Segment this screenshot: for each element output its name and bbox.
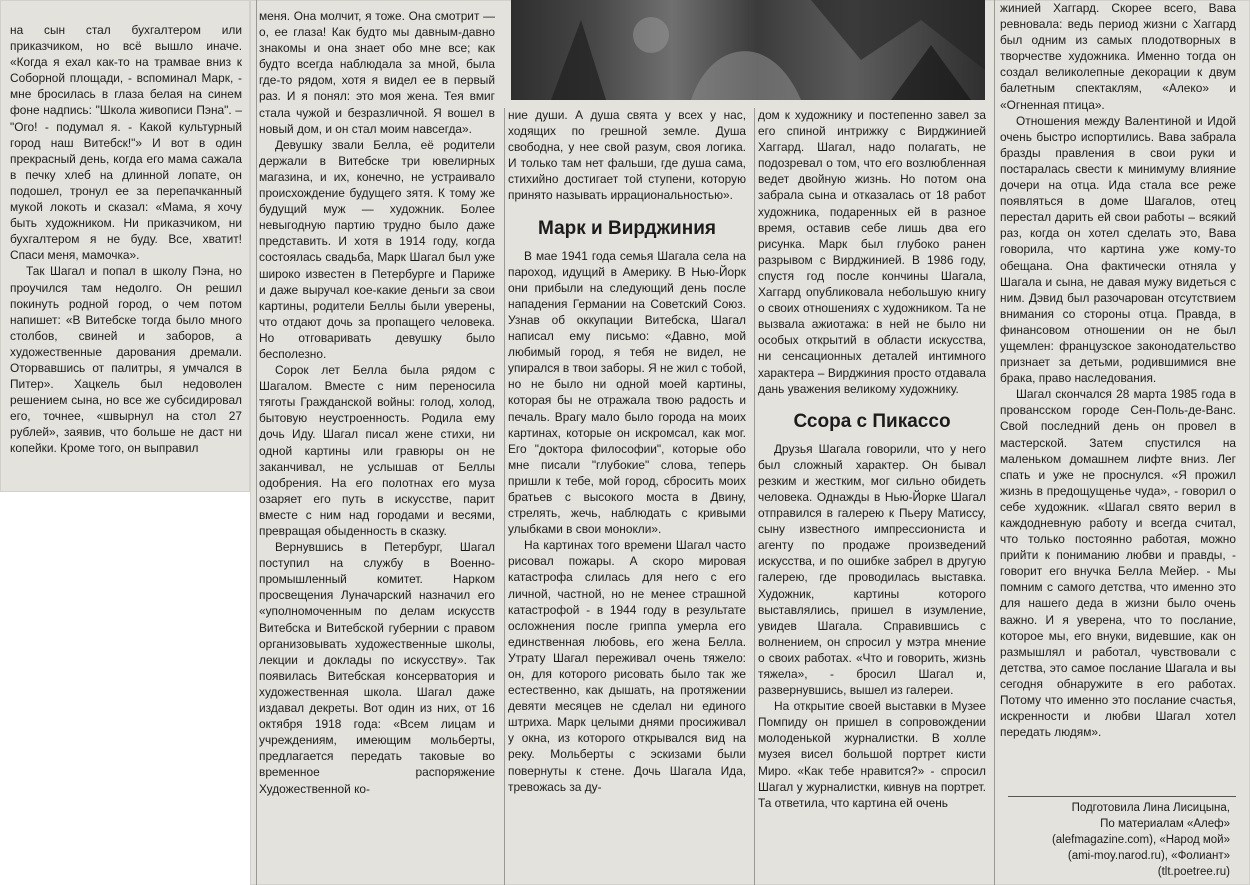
section-heading: Ссора с Пикассо	[793, 410, 951, 432]
credit-line: (alefmagazine.com), «Народ мой»	[1051, 834, 1230, 846]
article-photo	[511, 0, 985, 100]
paragraph: Так Шагал и попал в школу Пэна, но проучился там недолго. Он решил покинуть родной город, о чем потом напишет: «В Витебске тогда было много столбов, свиней и заборов, а художественные дарования дремали. Оторвавшись от палитры, я умчался в Питер». Хацкель был недоволен решением сына, но все же субсидировал его, точнее, «швырнул на стол 27 рублей», заявив, что больше не даст ни копейки. Кроме того, он выправил	[10, 264, 242, 456]
paragraph: Девушку звали Белла, её родители держали в Витебске три ювелирных магазина, и их, конечно, не устраивало происхождение будущего зятя. К тому же будущий муж — художник. Более невыгодную партию трудно было даже представить. И хотя в 1914 году, когда состоялась свадьба, Марк Шагал был уже широко известен в Петербурге и Париже и даже выручал кое-какие деньги за свои картины, родители Беллы были уверены, что отдают дочь за пропащего человека. Но отговаривать девушку было бесполезно.	[259, 137, 495, 361]
paragraph: Шагал скончался 28 марта 1985 года в провансском городе Сен-Поль-де-Ванс. Свой последний день он провел в мастерской. Затем спустился на маленьком домашнем лифте вниз. Лег спать и уже не проснулся. «Я прожил жизнь в предощущенье чуда», - говорил о себе художник. «Шагал свято верил в каждодневную работу и всегда считал, что только постоянно работая, можно прийти к пониманию любви и правды, - говорит его внучка Белла Мейер. - Мы помним с самого детства, что именно это для нашего деда в жизни было очень важно. И я уверена, что то послание, которое мы, его внуки, видевшие, как он размышлял и работал, чувствовали с детства, это самое послание Шагала и вы сегодня обнаружите в его работах. Потому что именно это послание счастья, искренности и любви Шагал хотел передать людям».	[1000, 387, 1236, 740]
article-column-2	[259, 8, 495, 880]
article-credit	[1010, 800, 1230, 880]
credit-line: Подготовила Лина Лисицына,	[1071, 802, 1230, 814]
paragraph: На открытие своей выставки в Музее Помпиду он пришел в сопровождении молоденькой журналистки. В холле музея висел большой портрет кисти Миро. «Как тебе нравится?» - спросил Шагал у журналистки, кивнув на портрет. Та ответила, что картина ей очень	[758, 699, 986, 810]
paragraph: дом к художнику и постепенно завел за его спиной интрижку с Вирджинией Хаггард. Шагал, надо полагать, не подозревал о том, что его возлюбленная ведет двойную жизнь. Но потом она забрала сына и отказалась от 18 работ художника, подаренных ей в разное время, оставив себе лишь два его рисунка. Марк был глубоко ранен разрывом с Вирджинией. В 1986 году, спустя год после кончины Шагала, Хаггард опубликовала небольшую книгу о своих отношениях с художником. Та не вызвала ажиотажа: в ней не было ни особых открытий в области искусства, ни сенсационных деталей интимного характера – Вирджиния просто отдавала дань уважения великому художнику.	[758, 108, 986, 396]
article-column-1	[10, 22, 242, 488]
paragraph: жинией Хаггард. Скорее всего, Вава ревновала: ведь период жизни с Хаггард был одним из самых плодотворных в творчестве художника. Именно тогда он создал великолепные декорации к двум балетным спектаклям, «Алеко» и «Огненная птица».	[1000, 1, 1236, 112]
column-divider	[754, 108, 755, 885]
paragraph: На картинах того времени Шагал часто рисовал пожары. А скоро мировая катастрофа слилась для него с его личной, частной, но не менее страшной катастрофой - в 1944 году в результате осложнения после гриппа умерла его единственная любовь, его жена Белла. Утрату Шагал переживал очень тяжело: он, для которого рисовать было так же естественно, как дышать, на протяжении девяти месяцев не сделал ни единого штриха. Марк целыми днями просиживал у окна, из которого открывался вид на реку. Мольберты с эскизами были повернуты к стене. Дочь Шагала Ида, тревожась за ду-	[508, 538, 746, 794]
paragraph: Сорок лет Белла была рядом с Шагалом. Вместе с ним переносила тяготы Гражданской войны: голод, холод, бытовую неустроенность. Родила ему дочь Иду. Шагал писал жене стихи, ни одной картины или гравюры он не заканчивал, не услышав от Беллы одобрения. На его полотнах его муза озаряет его путь в искусстве, парит вместе с ним над городами и весями, превращая обыденность в сказку.	[259, 363, 495, 538]
credit-line: (ami-moy.narod.ru), «Фолиант»	[1067, 850, 1230, 862]
paragraph: Вернувшись в Петербург, Шагал поступил на службу в Военно-промышленный комитет. Нарком просвещения Луначарский назначил его «уполномоченным по делам искусств Витебска и Витебской губернии с правом организовывать художественные школы, лекции и доклады по искусству». Так появилась Витебская консерватория и художественная школа. Шагал даже издавал декреты. Вот один из них, от 16 октября 1918 года: «Всем лицам и учреждениям, имеющим мольберты, предлагается передать таковые во временное распоряжение Художественной ко-	[259, 540, 495, 796]
paragraph: меня. Она молчит, я тоже. Она смотрит — о, ее глаза! Как будто мы давным-давно знакомы и она знает обо мне все; как будто всегда наблюдала за мной, была где-то рядом, хотя я видел ее в первый раз. И я понял: это моя жена. Тея вмиг стала чужой и безразличной. Я вошел в новый дом, и он стал моим навсегда».	[259, 9, 495, 136]
section-heading: Марк и Вирджиния	[538, 217, 716, 239]
column-divider	[504, 108, 505, 885]
paragraph: Отношения между Валентиной и Идой очень быстро испортились. Вава забрала бразды правления в свои руки и постаралась свести к минимуму влияние дочери на отца. Ида стала все реже появляться в доме Шагалов, отец перестал дарить ей свои работы – всякий раз, когда он хотел сделать это, Вава говорила, что картина уже кому-то обещана. Она фактически отняла у Шагала и сына, не давая мужу видеться с ним. Дэвид был разочарован отсутствием внимания со стороны отца. Правда, в финансовом отношении он не был ущемлен: французское законодательство признает за детьми, родившимися вне брака, право наследования.	[1000, 113, 1236, 386]
credit-line: (tlt.poetree.ru)	[1157, 866, 1230, 878]
article-column-4	[758, 107, 986, 879]
paragraph: Друзья Шагала говорили, что у него был сложный характер. Он бывал резким и жестким, мог сильно обидеть человека. Однажды в Нью-Йорке Шагал отправился в галерею к Пьеру Матиссу, сыну известного импрессиониста и агенту по продаже произведений искусства, и по ошибке забрел в другую галерею, где проводилась выставка. Художник, картины которого выставлялись, пришел в изумление, увидев Шагала. Справившись с волнением, он спросил у мэтра мнение о своих работах. «Что и говорить, жизнь тяжела», - бросил Шагал и, развернувшись, вышел из галереи.	[758, 441, 986, 698]
article-column-5	[1000, 0, 1236, 792]
paragraph: на сын стал бухгалтером или приказчиком, но всё вышло иначе. «Когда я ехал как-то на трамвае вниз к Соборной площади, - вспоминал Марк, - мне бросилась в глаза белая на синем фоне надпись: "Школа живописи Пэна". – "Ого! - подумал я. - Какой культурный город наш Витебск!"» И вот в один прекрасный день, когда его мама сажала в печку хлеб на длинной лопате, он подошел, тронул ее за перепачканный мукой локоть и сказал: «Мама, я хочу быть художником. Ни приказчиком, ни бухгалтером я не буду. Все, хватит! Спаси меня, мамочка».	[10, 23, 242, 263]
column-divider	[994, 0, 995, 885]
painting-photo-icon	[511, 0, 985, 100]
column-divider	[256, 0, 257, 885]
credit-divider	[1008, 796, 1236, 797]
credit-line: По материалам «Алеф»	[1100, 818, 1230, 830]
paragraph: ние души. А душа свята у всех у нас, ходящих по грешной земле. Душа свободна, у нее свой разум, своя логика. И только там нет фальши, где душа сама, стихийно достигает той ступени, которую принято называть иррациональностью».	[508, 108, 746, 203]
article-column-3	[508, 107, 746, 879]
paragraph: В мае 1941 года семья Шагала села на пароход, идущий в Америку. В Нью-Йорк они прибыли на следующий день после нападения Германии на Советский Союз. Узнав об оккупации Витебска, Шагал написал ему письмо: «Давно, мой любимый город, я тебя не видел, не упирался в твои заборы. Я не жил с тобой, но не было ни одной моей картины, которая бы не отражала твою радость и печаль. Врагу мало было города на моих картинах, которые он искромсал, как мог. Его "доктора философии", которые обо мне писали "глубокие" слова, теперь пришли к тебе, мой город, сбросить моих братьев с высокого моста в Двину, стрелять, жечь, наблюдать с кривыми улыбками в свои монокли».	[508, 248, 746, 537]
